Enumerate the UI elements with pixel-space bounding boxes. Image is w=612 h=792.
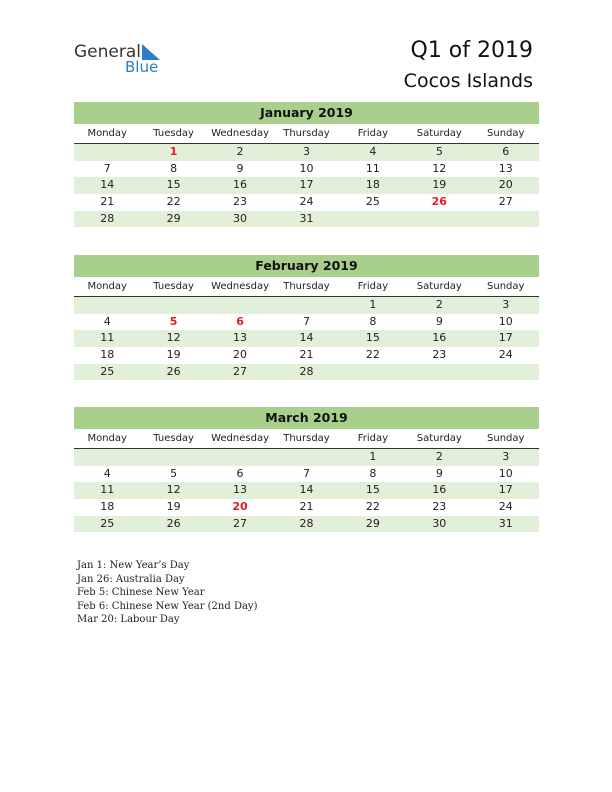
day-cell: 17 xyxy=(498,483,513,497)
day-cell: 18 xyxy=(365,178,380,192)
day-cell: 15 xyxy=(365,483,380,497)
week-row xyxy=(74,482,539,499)
weekday-header-row xyxy=(74,277,539,297)
holiday-note: Feb 5: Chinese New Year xyxy=(77,587,205,598)
day-cell: 25 xyxy=(365,195,380,209)
day-cell: 16 xyxy=(233,178,248,192)
month-calendar-february xyxy=(74,255,539,380)
day-cell: 16 xyxy=(432,483,447,497)
week-row xyxy=(74,330,539,347)
day-cell: 25 xyxy=(100,516,115,530)
page-subtitle: Cocos Islands xyxy=(403,70,533,92)
day-cell: 2 xyxy=(435,298,443,311)
day-cell: 20 xyxy=(498,178,513,192)
day-cell: 28 xyxy=(299,516,314,530)
day-cell: 31 xyxy=(498,516,513,530)
weekday-label: Sunday xyxy=(487,433,525,444)
day-cell xyxy=(74,449,140,466)
weekday-label: Thursday xyxy=(283,128,330,139)
day-cell: 4 xyxy=(103,466,111,480)
month-header: February 2019 xyxy=(74,255,539,277)
day-cell: 8 xyxy=(170,161,178,175)
day-cell: 13 xyxy=(498,161,513,175)
weekday-label: Friday xyxy=(357,128,389,139)
day-cell: 20 xyxy=(232,500,248,514)
week-row xyxy=(74,314,539,331)
weekday-label: Tuesday xyxy=(153,128,194,139)
day-cell: 28 xyxy=(100,211,115,225)
day-cell: 23 xyxy=(432,500,447,514)
day-cell: 18 xyxy=(100,348,115,362)
day-cell: 26 xyxy=(166,516,181,530)
day-cell: 24 xyxy=(299,195,314,209)
day-cell: 22 xyxy=(166,195,181,209)
weekday-label: Monday xyxy=(87,433,127,444)
weekday-label: Sunday xyxy=(487,281,525,292)
day-cell: 18 xyxy=(100,500,115,514)
day-cell: 27 xyxy=(233,516,248,530)
day-cell: 17 xyxy=(299,178,314,192)
day-cell: 19 xyxy=(166,500,181,514)
day-cell xyxy=(406,364,472,381)
day-cell: 11 xyxy=(365,161,380,175)
day-cell: 29 xyxy=(166,211,181,225)
day-cell: 23 xyxy=(432,348,447,362)
day-cell: 22 xyxy=(365,500,380,514)
day-cell: 3 xyxy=(502,298,510,311)
day-cell: 4 xyxy=(103,314,111,328)
day-cell: 25 xyxy=(100,364,115,378)
day-cell xyxy=(273,297,339,314)
day-cell: 8 xyxy=(369,314,377,328)
day-cell: 27 xyxy=(233,364,248,378)
weekday-label: Saturday xyxy=(416,433,462,444)
weekday-label: Friday xyxy=(357,281,389,292)
day-cell: 17 xyxy=(498,331,513,345)
day-cell: 14 xyxy=(299,331,314,345)
day-cell: 20 xyxy=(233,348,248,362)
weekday-label: Tuesday xyxy=(153,281,194,292)
day-cell: 10 xyxy=(299,161,314,175)
day-cell xyxy=(273,449,339,466)
weekday-label: Saturday xyxy=(416,281,462,292)
day-cell xyxy=(340,364,406,381)
day-cell: 30 xyxy=(233,211,248,225)
day-cell xyxy=(340,211,406,228)
day-cell: 1 xyxy=(369,450,377,463)
day-cell: 9 xyxy=(435,314,443,328)
weekday-label: Tuesday xyxy=(153,433,194,444)
brand-blue-text: Blue xyxy=(125,58,159,76)
day-cell: 6 xyxy=(236,466,244,480)
day-cell: 26 xyxy=(431,195,447,209)
day-cell xyxy=(473,211,539,228)
weekday-label: Saturday xyxy=(416,128,462,139)
day-cell: 3 xyxy=(502,450,510,463)
day-cell xyxy=(74,144,140,161)
day-cell: 14 xyxy=(100,178,115,192)
day-cell: 1 xyxy=(169,145,178,158)
day-cell: 15 xyxy=(166,178,181,192)
week-row xyxy=(74,466,539,483)
month-calendar-march xyxy=(74,407,539,532)
day-cell: 30 xyxy=(432,516,447,530)
day-cell: 12 xyxy=(166,331,181,345)
day-cell: 26 xyxy=(166,364,181,378)
holiday-notes xyxy=(77,559,257,627)
month-header: March 2019 xyxy=(74,407,539,429)
day-cell: 9 xyxy=(236,161,244,175)
weekday-label: Thursday xyxy=(283,433,330,444)
day-cell: 5 xyxy=(170,466,178,480)
day-cell: 13 xyxy=(233,331,248,345)
week-row xyxy=(74,211,539,228)
day-cell: 29 xyxy=(365,516,380,530)
brand-logo xyxy=(74,42,174,78)
day-cell: 7 xyxy=(302,466,310,480)
holiday-note: Feb 6: Chinese New Year (2nd Day) xyxy=(77,600,258,612)
day-cell: 14 xyxy=(299,483,314,497)
brand-general-text: General xyxy=(74,42,141,62)
weekday-header-row xyxy=(74,124,539,144)
day-cell: 23 xyxy=(233,195,248,209)
weekday-label: Wednesday xyxy=(211,281,269,292)
day-cell: 21 xyxy=(100,195,115,209)
day-cell: 6 xyxy=(502,145,510,158)
day-cell: 10 xyxy=(498,466,513,480)
week-row xyxy=(74,347,539,364)
day-cell xyxy=(140,449,206,466)
week-row xyxy=(74,364,539,381)
day-cell: 4 xyxy=(369,145,377,158)
month-header: January 2019 xyxy=(74,102,539,124)
holiday-note: Mar 20: Labour Day xyxy=(77,614,180,625)
day-cell: 24 xyxy=(498,500,513,514)
day-cell: 21 xyxy=(299,348,314,362)
day-cell: 28 xyxy=(299,364,314,378)
weekday-label: Friday xyxy=(357,433,389,444)
day-cell: 2 xyxy=(435,450,443,463)
day-cell: 7 xyxy=(302,314,310,328)
day-cell xyxy=(207,449,273,466)
day-cell: 7 xyxy=(103,161,111,175)
day-cell: 31 xyxy=(299,211,314,225)
day-cell: 8 xyxy=(369,466,377,480)
day-cell: 24 xyxy=(498,348,513,362)
day-cell: 9 xyxy=(435,466,443,480)
weekday-label: Sunday xyxy=(487,128,525,139)
day-cell: 5 xyxy=(169,314,178,328)
weekday-label: Monday xyxy=(87,128,127,139)
day-cell: 6 xyxy=(236,314,244,328)
week-row xyxy=(74,297,539,314)
week-row xyxy=(74,161,539,178)
day-cell: 11 xyxy=(100,483,115,497)
day-cell: 10 xyxy=(498,314,513,328)
holiday-note: Jan 26: Australia Day xyxy=(77,573,185,585)
week-row xyxy=(74,177,539,194)
holiday-note: Jan 1: New Year’s Day xyxy=(77,560,190,571)
page-title: Q1 of 2019 xyxy=(410,38,533,63)
week-row xyxy=(74,449,539,466)
day-cell: 21 xyxy=(299,500,314,514)
day-cell: 12 xyxy=(166,483,181,497)
weekday-label: Thursday xyxy=(283,281,330,292)
weekday-label: Wednesday xyxy=(211,128,269,139)
month-calendar-january xyxy=(74,102,539,227)
day-cell: 19 xyxy=(432,178,447,192)
day-cell xyxy=(406,211,472,228)
day-cell: 16 xyxy=(432,331,447,345)
weekday-header-row xyxy=(74,429,539,449)
week-row xyxy=(74,194,539,211)
day-cell: 2 xyxy=(236,145,244,158)
week-row xyxy=(74,516,539,533)
day-cell xyxy=(207,297,273,314)
day-cell: 1 xyxy=(369,298,377,311)
weekday-label: Wednesday xyxy=(211,433,269,444)
week-row xyxy=(74,144,539,161)
day-cell: 22 xyxy=(365,348,380,362)
weekday-label: Monday xyxy=(87,281,127,292)
day-cell: 27 xyxy=(498,195,513,209)
day-cell: 11 xyxy=(100,331,115,345)
day-cell: 12 xyxy=(432,161,447,175)
week-row xyxy=(74,499,539,516)
day-cell xyxy=(140,297,206,314)
day-cell: 13 xyxy=(233,483,248,497)
day-cell xyxy=(473,364,539,381)
day-cell: 15 xyxy=(365,331,380,345)
day-cell xyxy=(74,297,140,314)
day-cell: 5 xyxy=(435,145,443,158)
day-cell: 19 xyxy=(166,348,181,362)
day-cell: 3 xyxy=(302,145,310,158)
